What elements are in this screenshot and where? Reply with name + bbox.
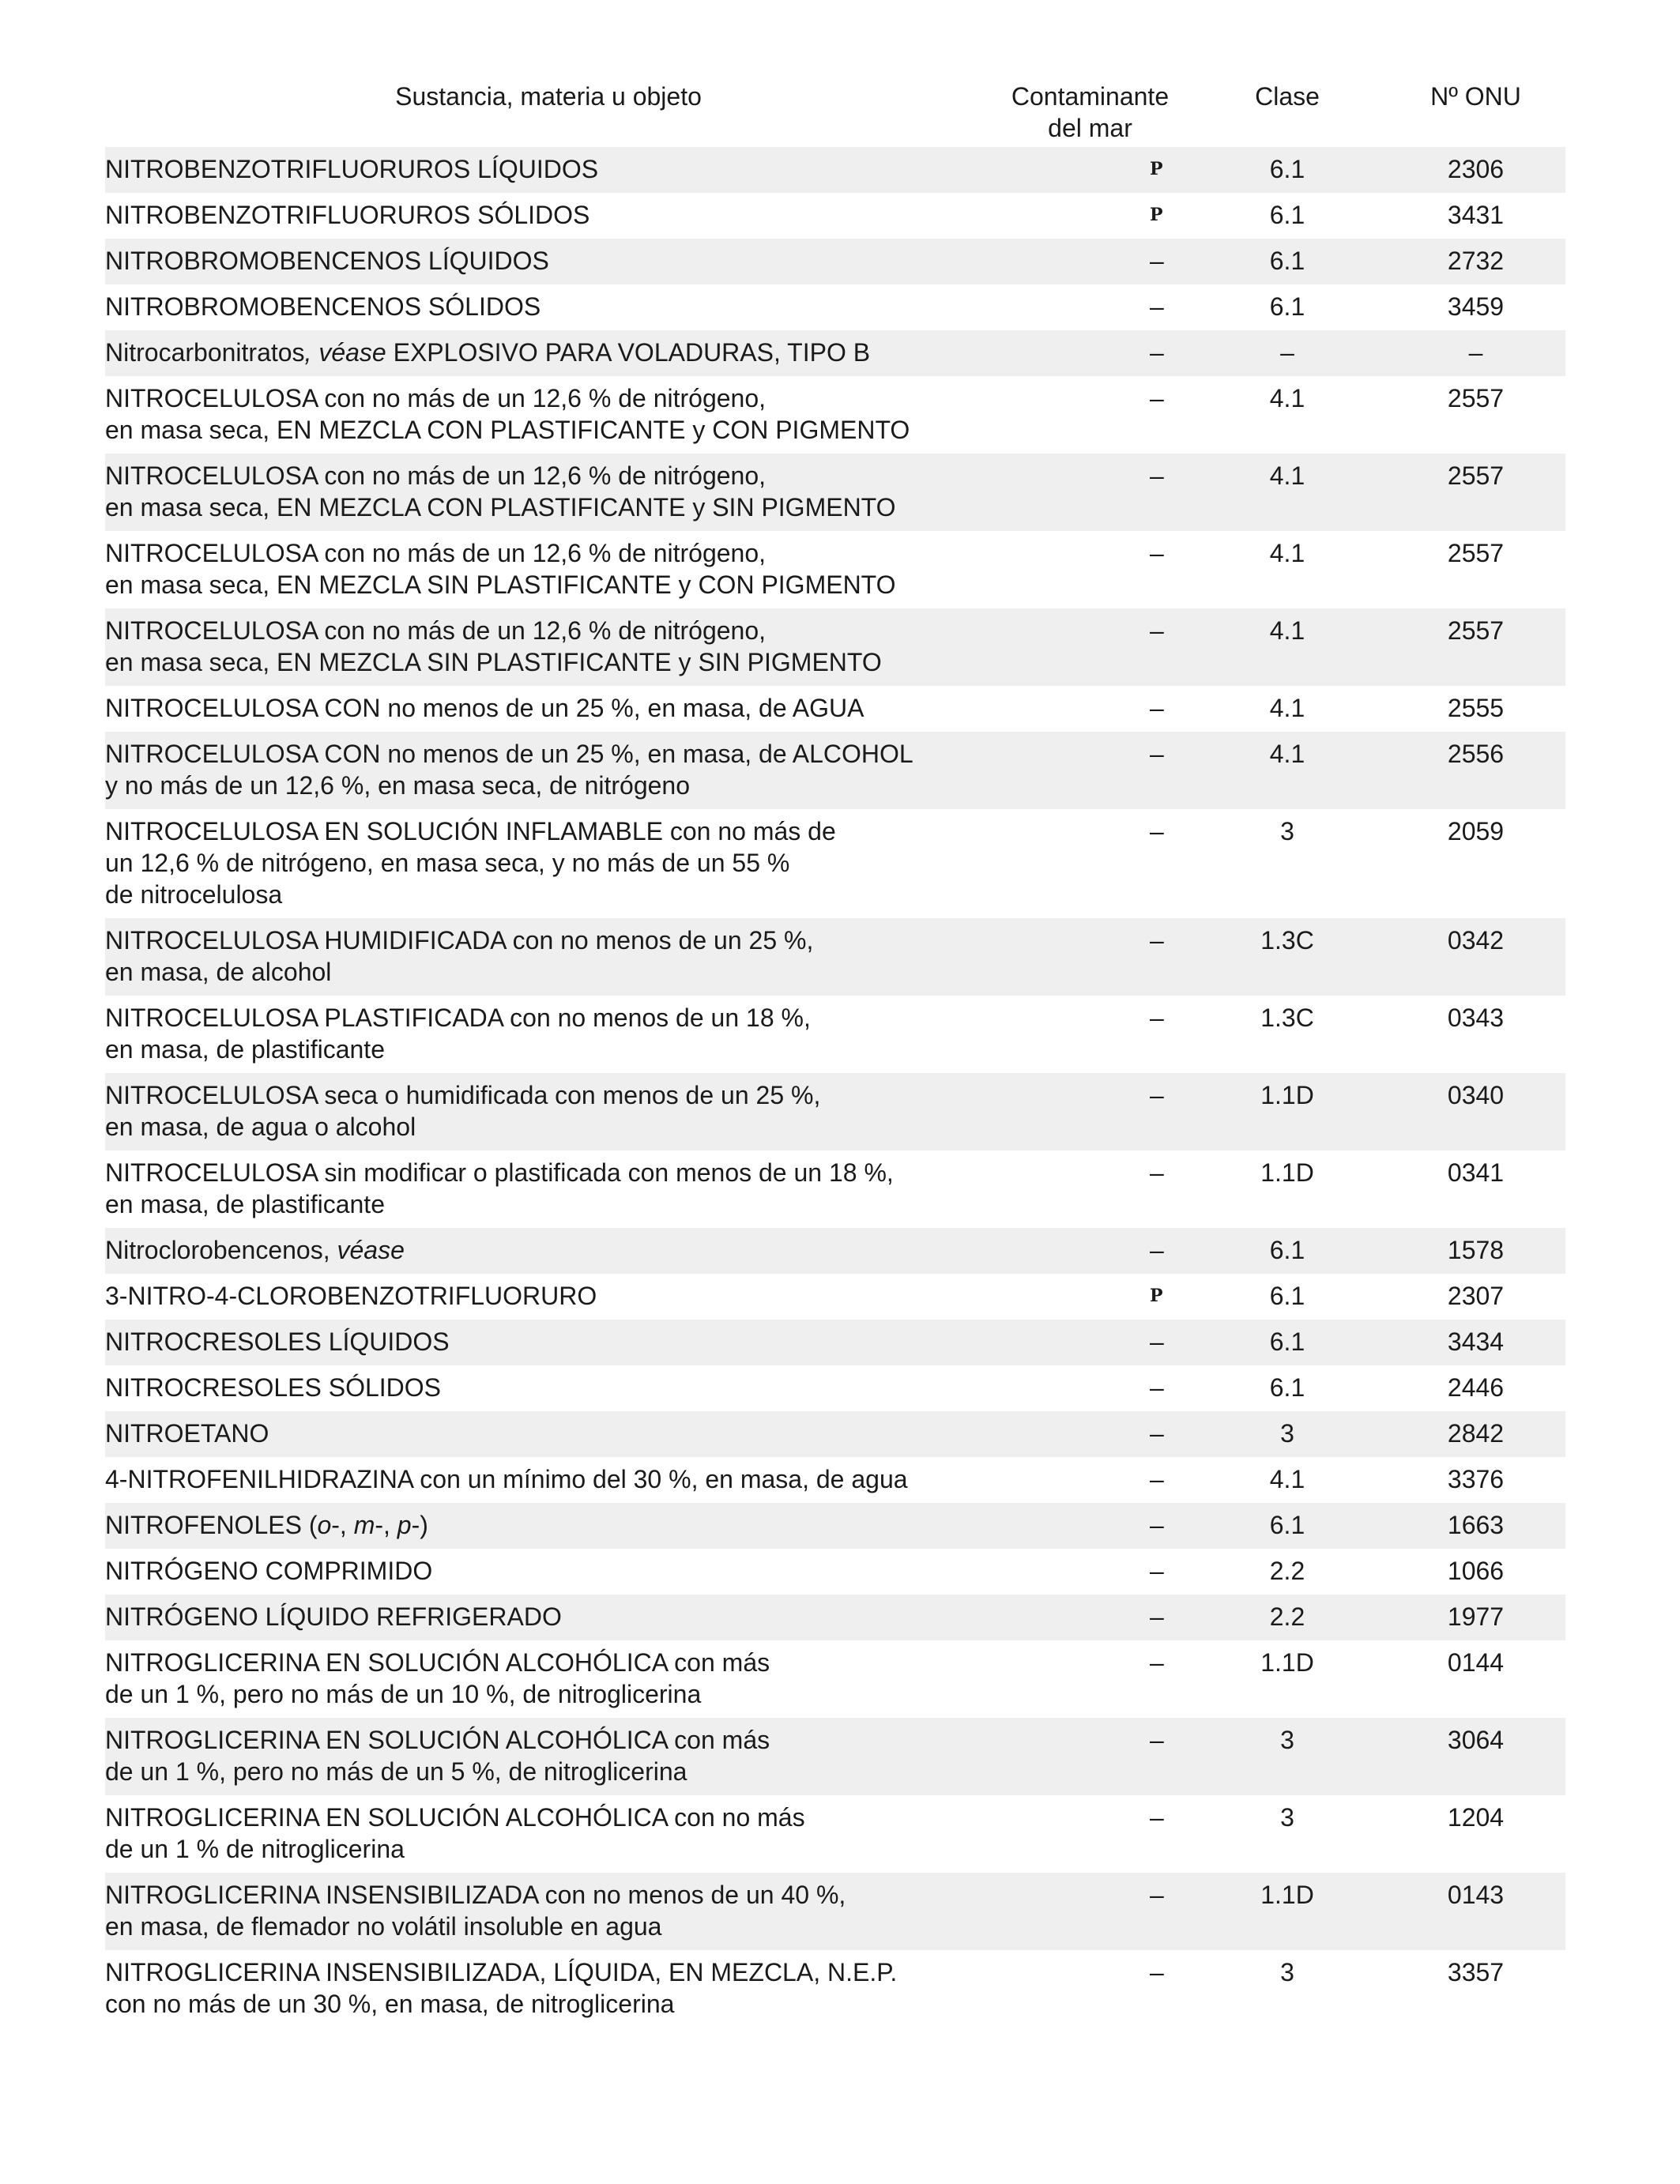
substance-text-italic: m (353, 1511, 375, 1539)
substance-text-italic: véase (337, 1236, 405, 1264)
marine-pollutant-cell: – (1150, 384, 1164, 412)
header-un-number: Nº ONU (1430, 82, 1521, 111)
substance-text: en masa seca, EN MEZCLA CON PLASTIFICANTE y CON PIGMENTO (105, 416, 910, 444)
un-number-cell: 2732 (1386, 239, 1565, 284)
substance-text-italic: p (397, 1511, 412, 1539)
substance-cell (105, 608, 992, 686)
header-pollutant-line1: Contaminante (1011, 82, 1170, 111)
class-cell: 2.2 (1188, 1595, 1386, 1640)
substance-text: de un 1 %, pero no más de un 10 %, de nitroglicerina (105, 1680, 702, 1708)
table-row (105, 1873, 1565, 1950)
substance-text: NITROBENZOTRIFLUORUROS LÍQUIDOS (105, 155, 599, 183)
substance-text: NITROBENZOTRIFLUORUROS SÓLIDOS (105, 201, 590, 229)
substance-cell (105, 1274, 992, 1320)
table-row (105, 1595, 1565, 1640)
substance-cell (105, 147, 992, 193)
substance-text: NITROGLICERINA INSENSIBILIZADA con no menos de un 40 %, (105, 1881, 846, 1909)
substance-text: NITROCELULOSA HUMIDIFICADA con no menos de un 25 %, (105, 926, 814, 955)
substance-text: de nitrocelulosa (105, 880, 283, 909)
class-cell: 6.1 (1269, 201, 1305, 229)
substance-cell (105, 1795, 992, 1873)
marine-pollutant-cell: – (1150, 1803, 1164, 1832)
substance-text: NITROCELULOSA con no más de un 12,6 % de nitrógeno, (105, 461, 767, 490)
un-number-cell: – (1386, 330, 1565, 376)
marine-pollutant-cell: – (1150, 1004, 1164, 1032)
substance-cell (105, 1718, 992, 1795)
un-number-cell: 2842 (1386, 1411, 1565, 1457)
substance-text: -, (375, 1511, 397, 1539)
substance-cell (105, 1595, 992, 1640)
class-cell: 6.1 (1188, 1503, 1386, 1549)
substance-cell (105, 732, 992, 809)
header-substance: Sustancia, materia u objeto (395, 82, 702, 111)
substance-text: Nitrocarbonitratos (105, 338, 305, 367)
substance-text-italic: , véase (304, 338, 386, 367)
table-header (105, 79, 1565, 147)
un-number-cell: 2557 (1447, 539, 1505, 567)
substance-cell (105, 1503, 992, 1549)
substance-text: NITROGLICERINA EN SOLUCIÓN ALCOHÓLICA con más (105, 1648, 770, 1677)
table-row (105, 608, 1565, 686)
substance-table (105, 79, 1565, 2028)
substance-text: NITROCELULOSA con no más de un 12,6 % de nitrógeno, (105, 384, 767, 412)
un-number-cell: 2557 (1386, 608, 1565, 686)
un-number-cell: 0342 (1386, 918, 1565, 996)
marine-pollutant-cell: – (992, 732, 1188, 809)
substance-cell (105, 454, 992, 531)
class-cell: 1.1D (1260, 1158, 1314, 1187)
substance-text: NITROFENOLES ( (105, 1511, 318, 1539)
substance-cell (105, 809, 992, 918)
substance-text: NITROCELULOSA con no más de un 12,6 % de nitrógeno, (105, 616, 767, 645)
marine-pollutant-cell: – (992, 1228, 1188, 1274)
table-row (105, 147, 1565, 193)
substance-text: NITROCELULOSA sin modificar o plastificada con menos de un 18 %, (105, 1158, 894, 1187)
un-number-cell: 1977 (1386, 1595, 1565, 1640)
un-number-cell: 3431 (1447, 201, 1505, 229)
marine-pollutant-cell: – (992, 330, 1188, 376)
class-cell: 6.1 (1269, 292, 1305, 321)
substance-cell (105, 1365, 992, 1411)
substance-cell (105, 1950, 992, 2028)
un-number-cell: 3459 (1447, 292, 1505, 321)
substance-text-italic: o (317, 1511, 332, 1539)
class-cell: 6.1 (1188, 239, 1386, 284)
table-row (105, 376, 1565, 454)
table-body (105, 147, 1565, 2028)
substance-text: NITROCELULOSA CON no menos de un 25 %, en masa, de AGUA (105, 694, 864, 722)
substance-text: en masa, de flemador no volátil insoluble en agua (105, 1912, 662, 1941)
table-row (105, 1411, 1565, 1457)
class-cell: 3 (1280, 1958, 1294, 1986)
substance-text: de un 1 %, pero no más de un 5 %, de nitroglicerina (105, 1757, 687, 1786)
substance-text: NITROGLICERINA EN SOLUCIÓN ALCOHÓLICA con no más (105, 1803, 805, 1832)
substance-text: NITROETANO (105, 1419, 269, 1448)
substance-text: en masa seca, EN MEZCLA SIN PLASTIFICANTE y CON PIGMENTO (105, 570, 896, 599)
un-number-cell: 3357 (1447, 1958, 1505, 1986)
table-row (105, 1640, 1565, 1718)
table-row (105, 1795, 1565, 1873)
substance-cell (105, 284, 992, 330)
substance-cell (105, 686, 992, 732)
un-number-cell: 3376 (1447, 1465, 1505, 1493)
class-cell: 2.2 (1269, 1557, 1305, 1585)
un-number-cell: 2446 (1447, 1373, 1505, 1402)
marine-pollutant-cell: – (992, 918, 1188, 996)
un-number-cell: 3434 (1386, 1320, 1565, 1365)
substance-cell (105, 1150, 992, 1228)
header-pollutant-line2: del mar (1048, 114, 1132, 142)
table-row (105, 330, 1565, 376)
un-number-cell: 2557 (1447, 384, 1505, 412)
un-number-cell: 2557 (1386, 454, 1565, 531)
un-number-cell: 2059 (1447, 817, 1505, 845)
class-cell: 4.1 (1188, 608, 1386, 686)
substance-cell (105, 1073, 992, 1150)
marine-pollutant-cell: – (992, 1718, 1188, 1795)
marine-pollutant-cell: – (992, 1503, 1188, 1549)
substance-text: NITROGLICERINA EN SOLUCIÓN ALCOHÓLICA con más (105, 1726, 770, 1754)
substance-cell (105, 918, 992, 996)
marine-pollutant-cell: – (1150, 1465, 1164, 1493)
substance-text: NITRÓGENO COMPRIMIDO (105, 1557, 433, 1585)
un-number-cell: 2555 (1447, 694, 1505, 722)
marine-pollutant-cell: – (1150, 539, 1164, 567)
class-cell: 6.1 (1188, 1320, 1386, 1365)
document-page (105, 79, 1565, 2028)
substance-text: NITROBROMOBENCENOS LÍQUIDOS (105, 247, 549, 275)
substance-text: NITROBROMOBENCENOS SÓLIDOS (105, 292, 541, 321)
un-number-cell: 1066 (1447, 1557, 1505, 1585)
table-row (105, 1228, 1565, 1274)
un-number-cell: 0144 (1447, 1648, 1505, 1677)
marine-pollutant-cell: – (992, 1411, 1188, 1457)
class-cell: 6.1 (1188, 1228, 1386, 1274)
substance-cell (105, 330, 992, 376)
un-number-cell: 3064 (1386, 1718, 1565, 1795)
marine-pollutant-cell: – (992, 1873, 1188, 1950)
substance-text: NITROCRESOLES SÓLIDOS (105, 1373, 441, 1402)
header-marine-pollutant (992, 79, 1188, 147)
substance-cell (105, 1640, 992, 1718)
class-cell: 6.1 (1269, 1282, 1305, 1310)
substance-text: con no más de un 30 %, en masa, de nitroglicerina (105, 1990, 675, 2018)
marine-pollutant-cell: – (1150, 1557, 1164, 1585)
table-row (105, 996, 1565, 1073)
substance-cell (105, 1549, 992, 1595)
un-number-cell: 2556 (1386, 732, 1565, 809)
table-row (105, 809, 1565, 918)
class-cell: 6.1 (1269, 1373, 1305, 1402)
substance-text: NITROCELULOSA CON no menos de un 25 %, en masa, de ALCOHOL (105, 740, 913, 768)
substance-cell (105, 531, 992, 608)
marine-pollutant-cell: P (1150, 205, 1163, 225)
substance-cell (105, 1320, 992, 1365)
class-cell: 4.1 (1188, 732, 1386, 809)
class-cell: 3 (1188, 1411, 1386, 1457)
substance-text: de un 1 % de nitroglicerina (105, 1835, 405, 1863)
class-cell: 1.1D (1188, 1073, 1386, 1150)
table-row (105, 454, 1565, 531)
table-row (105, 1320, 1565, 1365)
un-number-cell: 0343 (1447, 1004, 1505, 1032)
substance-text: en masa, de alcohol (105, 958, 332, 986)
substance-text: NITRÓGENO LÍQUIDO REFRIGERADO (105, 1602, 562, 1631)
marine-pollutant-cell: – (992, 1595, 1188, 1640)
marine-pollutant-cell: P (992, 147, 1188, 193)
class-cell: 4.1 (1269, 1465, 1305, 1493)
table-row (105, 1150, 1565, 1228)
marine-pollutant-cell: – (992, 454, 1188, 531)
table-row (105, 1073, 1565, 1150)
substance-text: en masa, de plastificante (105, 1190, 385, 1218)
class-cell: 4.1 (1269, 539, 1305, 567)
marine-pollutant-cell: – (992, 1073, 1188, 1150)
substance-text: NITROCELULOSA seca o humidificada con menos de un 25 %, (105, 1081, 821, 1109)
marine-pollutant-cell: – (992, 239, 1188, 284)
table-row (105, 918, 1565, 996)
substance-cell (105, 239, 992, 284)
substance-text: NITROCELULOSA EN SOLUCIÓN INFLAMABLE con no más de (105, 817, 836, 845)
substance-text: NITROGLICERINA INSENSIBILIZADA, LÍQUIDA, EN MEZCLA, N.E.P. (105, 1958, 898, 1986)
substance-text: NITROCRESOLES LÍQUIDOS (105, 1327, 450, 1356)
substance-text: un 12,6 % de nitrógeno, en masa seca, y no más de un 55 % (105, 849, 790, 877)
substance-cell (105, 1457, 992, 1503)
marine-pollutant-cell: – (1150, 292, 1164, 321)
marine-pollutant-cell: – (1150, 1958, 1164, 1986)
un-number-cell: 1663 (1386, 1503, 1565, 1549)
table-row (105, 239, 1565, 284)
substance-cell (105, 1228, 992, 1274)
un-number-cell: 2306 (1386, 147, 1565, 193)
header-class: Clase (1255, 82, 1320, 111)
class-cell: 3 (1280, 817, 1294, 845)
table-row (105, 686, 1565, 732)
class-cell: 3 (1280, 1803, 1294, 1832)
marine-pollutant-cell: – (1150, 1158, 1164, 1187)
substance-text: 4-NITROFENILHIDRAZINA con un mínimo del 30 %, en masa, de agua (105, 1465, 908, 1493)
substance-text: en masa, de plastificante (105, 1035, 385, 1064)
table-row (105, 1503, 1565, 1549)
un-number-cell: 0143 (1386, 1873, 1565, 1950)
marine-pollutant-cell: – (1150, 694, 1164, 722)
un-number-cell: 2307 (1447, 1282, 1505, 1310)
table-row (105, 1950, 1565, 2028)
substance-cell (105, 193, 992, 239)
substance-text: NITROCELULOSA PLASTIFICADA con no menos de un 18 %, (105, 1004, 811, 1032)
substance-text: 3-NITRO-4-CLOROBENZOTRIFLUORURO (105, 1282, 597, 1310)
class-cell: 1.1D (1260, 1648, 1314, 1677)
substance-cell (105, 376, 992, 454)
marine-pollutant-cell: – (1150, 1373, 1164, 1402)
class-cell: 1.1D (1188, 1873, 1386, 1950)
marine-pollutant-cell: – (1150, 1648, 1164, 1677)
table-row (105, 284, 1565, 330)
class-cell: 4.1 (1269, 384, 1305, 412)
table-row (105, 193, 1565, 239)
marine-pollutant-cell: – (992, 608, 1188, 686)
class-cell: 4.1 (1188, 454, 1386, 531)
class-cell: 1.3C (1188, 918, 1386, 996)
substance-text: -) (411, 1511, 428, 1539)
substance-text: en masa seca, EN MEZCLA SIN PLASTIFICANTE y SIN PIGMENTO (105, 648, 882, 676)
class-cell: 6.1 (1188, 147, 1386, 193)
un-number-cell: 1204 (1447, 1803, 1505, 1832)
un-number-cell: 0341 (1447, 1158, 1505, 1187)
table-row (105, 531, 1565, 608)
table-row (105, 1365, 1565, 1411)
marine-pollutant-cell: – (1150, 817, 1164, 845)
substance-cell (105, 1873, 992, 1950)
class-cell: 1.3C (1260, 1004, 1314, 1032)
substance-text: -, (331, 1511, 354, 1539)
substance-text: Nitroclorobencenos, (105, 1236, 337, 1264)
substance-text: NITROCELULOSA con no más de un 12,6 % de nitrógeno, (105, 539, 767, 567)
class-cell: 4.1 (1269, 694, 1305, 722)
substance-text: en masa seca, EN MEZCLA CON PLASTIFICANTE y SIN PIGMENTO (105, 493, 896, 522)
substance-text: y no más de un 12,6 %, en masa seca, de nitrógeno (105, 771, 691, 800)
substance-cell (105, 1411, 992, 1457)
substance-cell (105, 996, 992, 1073)
substance-text: en masa, de agua o alcohol (105, 1113, 416, 1141)
table-row (105, 1457, 1565, 1503)
marine-pollutant-cell: – (992, 1320, 1188, 1365)
table-row (105, 1549, 1565, 1595)
table-row (105, 732, 1565, 809)
un-number-cell: 0340 (1386, 1073, 1565, 1150)
table-row (105, 1274, 1565, 1320)
marine-pollutant-cell: P (1150, 1286, 1163, 1306)
class-cell: – (1188, 330, 1386, 376)
table-row (105, 1718, 1565, 1795)
class-cell: 3 (1188, 1718, 1386, 1795)
substance-text: EXPLOSIVO PARA VOLADURAS, TIPO B (386, 338, 871, 367)
un-number-cell: 1578 (1386, 1228, 1565, 1274)
